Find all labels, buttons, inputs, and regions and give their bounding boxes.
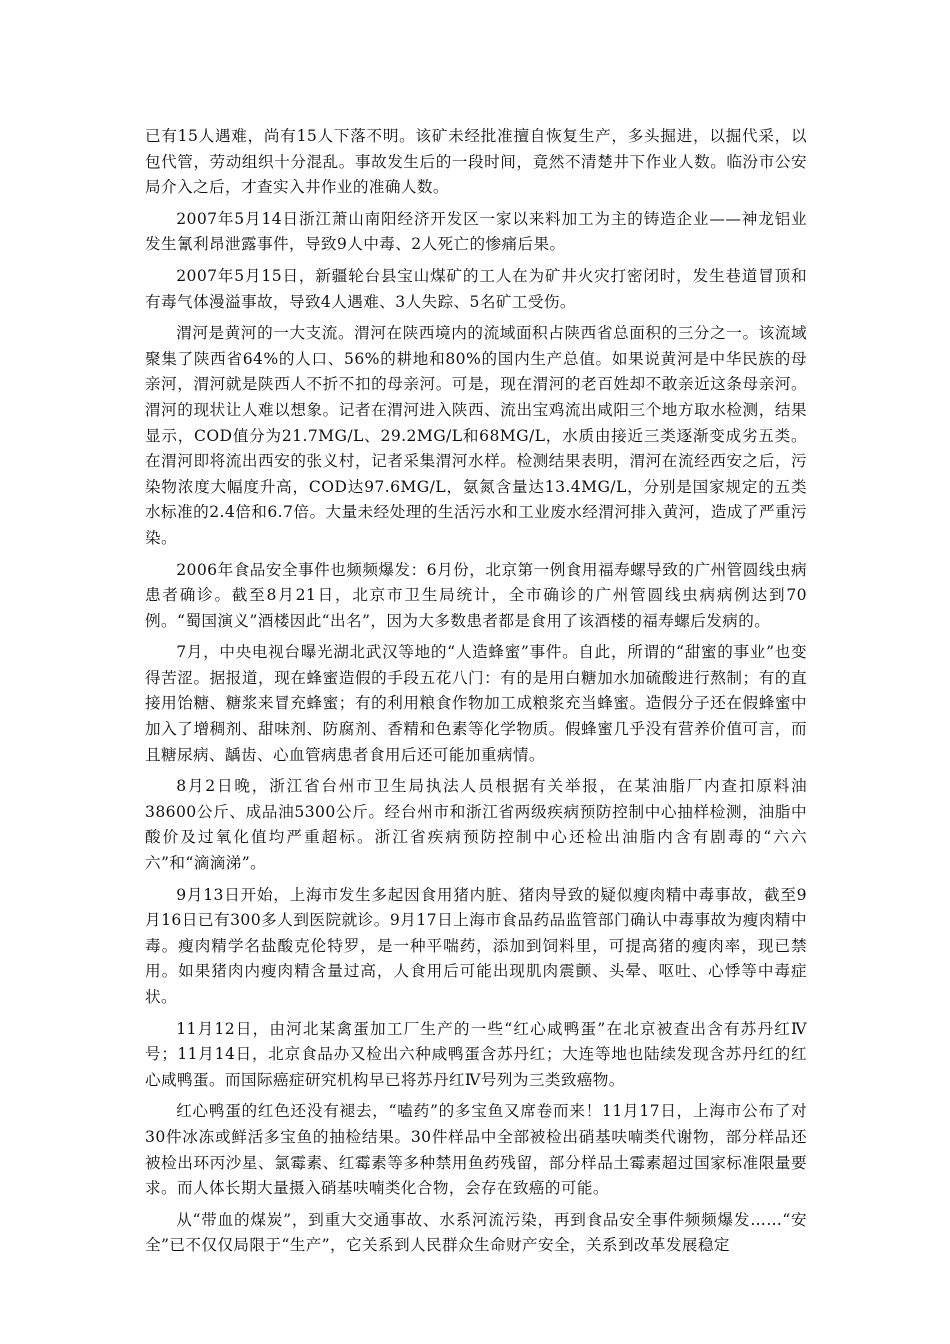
paragraph-safety-summary: 从“带血的煤炭”，到重大交通事故、水系河流污染，再到食品安全事件频频爆发……“安全”已不仅仅局限于“生产”，它关系到人民群众生命财产安全，关系到改革发展稳定 — [145, 1210, 807, 1255]
paragraph-fake-honey: 7月，中央电视台曝光湖北武汉等地的“人造蜂蜜”事件。自此，所谓的“甜蜜的事业”也变得苦涩。据报道，现在蜂蜜造假的手段五花八门：有的是用白糖加水加硫酸进行熬制；有的直接用饴糖、糖浆来冒充蜂蜜；有的利用粮食作物加工成粮浆充当蜂蜜。造假分子还在假蜂蜜中加入了增稠剂、甜味剂、防腐剂、香精和色素等化学物质。假蜂蜜几乎没有营养价值可言，而且糖尿病、龋齿、心血管病患者食用后还可能加重病情。 — [145, 643, 807, 764]
paragraph-clenbuterol: 9月13日开始，上海市发生多起因食用猪内脏、猪肉导致的疑似瘦肉精中毒事故，截至9月16日已有300多人到医院就诊。9月17日上海市食品药品监管部门确认中毒事故为瘦肉精中毒。瘦肉精学名盐酸克伦特罗，是一种平喘药，添加到饲料里，可提高猪的瘦肉率，现已禁用。如果猪肉内瘦肉精含量过高，人食用后可能出现肌肉震颤、头晕、呕吐、心悸等中毒症状。 — [145, 885, 807, 1006]
paragraph-oil-factory: 8月2日晚，浙江省台州市卫生局执法人员根据有关举报，在某油脂厂内查扣原料油38600公斤、成品油5300公斤。经台州市和浙江省两级疾病预防控制中心抽样检测，油脂中酸价及过氧化值均严重超标。浙江省疾病预防控制中心还检出油脂内含有剧毒的“六六六”和“滴滴涕”。 — [145, 777, 807, 873]
paragraph-shenlong-aluminum: 2007年5月14日浙江萧山南阳经济开发区一家以来料加工为主的铸造企业——神龙铝业发生氰利昂泄露事件，导致9人中毒、2人死亡的惨痛后果。 — [145, 209, 807, 254]
paragraph-baoshan-coal-mine: 2007年5月15日，新疆轮台县宝山煤矿的工人在为矿井火灾打密闭时，发生巷道冒顶和有毒气体漫溢事故，导致4人遇难、3人失踪、5名矿工受伤。 — [145, 266, 807, 311]
paragraph-turbot: 红心鸭蛋的红色还没有褪去，“嗑药”的多宝鱼又席卷而来！11月17日，上海市公布了对30件冰冻或鲜活多宝鱼的抽检结果。30件样品中全部被检出硝基呋喃类代谢物，部分样品还被检出环丙沙星、氯霉素、红霉素等多种禁用鱼药残留，部分样品土霉素超过国家标准限量要求。而人体长期大量摄入硝基呋喃类化合物，会存在致癌的可能。 — [145, 1102, 807, 1198]
paragraph-food-safety-snail: 2006年食品安全事件也频频爆发：6月份，北京第一例食用福寿螺导致的广州管圆线虫病患者确诊。截至8月21日，北京市卫生局统计，全市确诊的广州管圆线虫病病例达到70例。“蜀国演义”酒楼因此“出名”，因为大多数患者都是食用了该酒楼的福寿螺后发病的。 — [145, 560, 807, 630]
paragraph-weihe-river: 渭河是黄河的一大支流。渭河在陕西境内的流域面积占陕西省总面积的三分之一。该流域聚集了陕西省64%的人口、56%的耕地和80%的国内生产总值。如果说黄河是中华民族的母亲河，渭河就是陕西人不折不扣的母亲河。可是，现在渭河的老百姓却不敢亲近这条母亲河。渭河的现状让人难以想象。记者在渭河进入陕西、流出宝鸡流出咸阳三个地方取水检测，结果显示，COD值分为21.7MG/L、29.2MG/L和68MG/L，水质由接近三类逐渐变成劣五类。在渭河即将流出西安的张义村，记者采集渭河水样。检测结果表明，渭河在流经西安之后，污染物浓度大幅度升高，COD达97.6MG/L，氨氮含量达13.4MG/L，分别是国家规定的五类水标准的2.4倍和6.7倍。大量未经处理的生活污水和工业废水经渭河排入黄河，造成了严重污染。 — [145, 324, 807, 547]
paragraph-mine-accident: 已有15人遇难，尚有15人下落不明。该矿未经批准擅自恢复生产，多头掘进，以掘代采，以包代管，劳动组织十分混乱。事故发生后的一段时间，竟然不清楚井下作业人数。临汾市公安局介入之后，才查实入井作业的准确人数。 — [145, 127, 807, 197]
document-body — [145, 124, 807, 1265]
paragraph-sudan-red: 11月12日，由河北某禽蛋加工厂生产的一些“红心咸鸭蛋”在北京被查出含有苏丹红Ⅳ号；11月14日，北京食品办又检出六种咸鸭蛋含苏丹红；大连等地也陆续发现含苏丹红的红心咸鸭蛋。而国际癌症研究机构早已将苏丹红Ⅳ号列为三类致癌物。 — [145, 1019, 807, 1089]
